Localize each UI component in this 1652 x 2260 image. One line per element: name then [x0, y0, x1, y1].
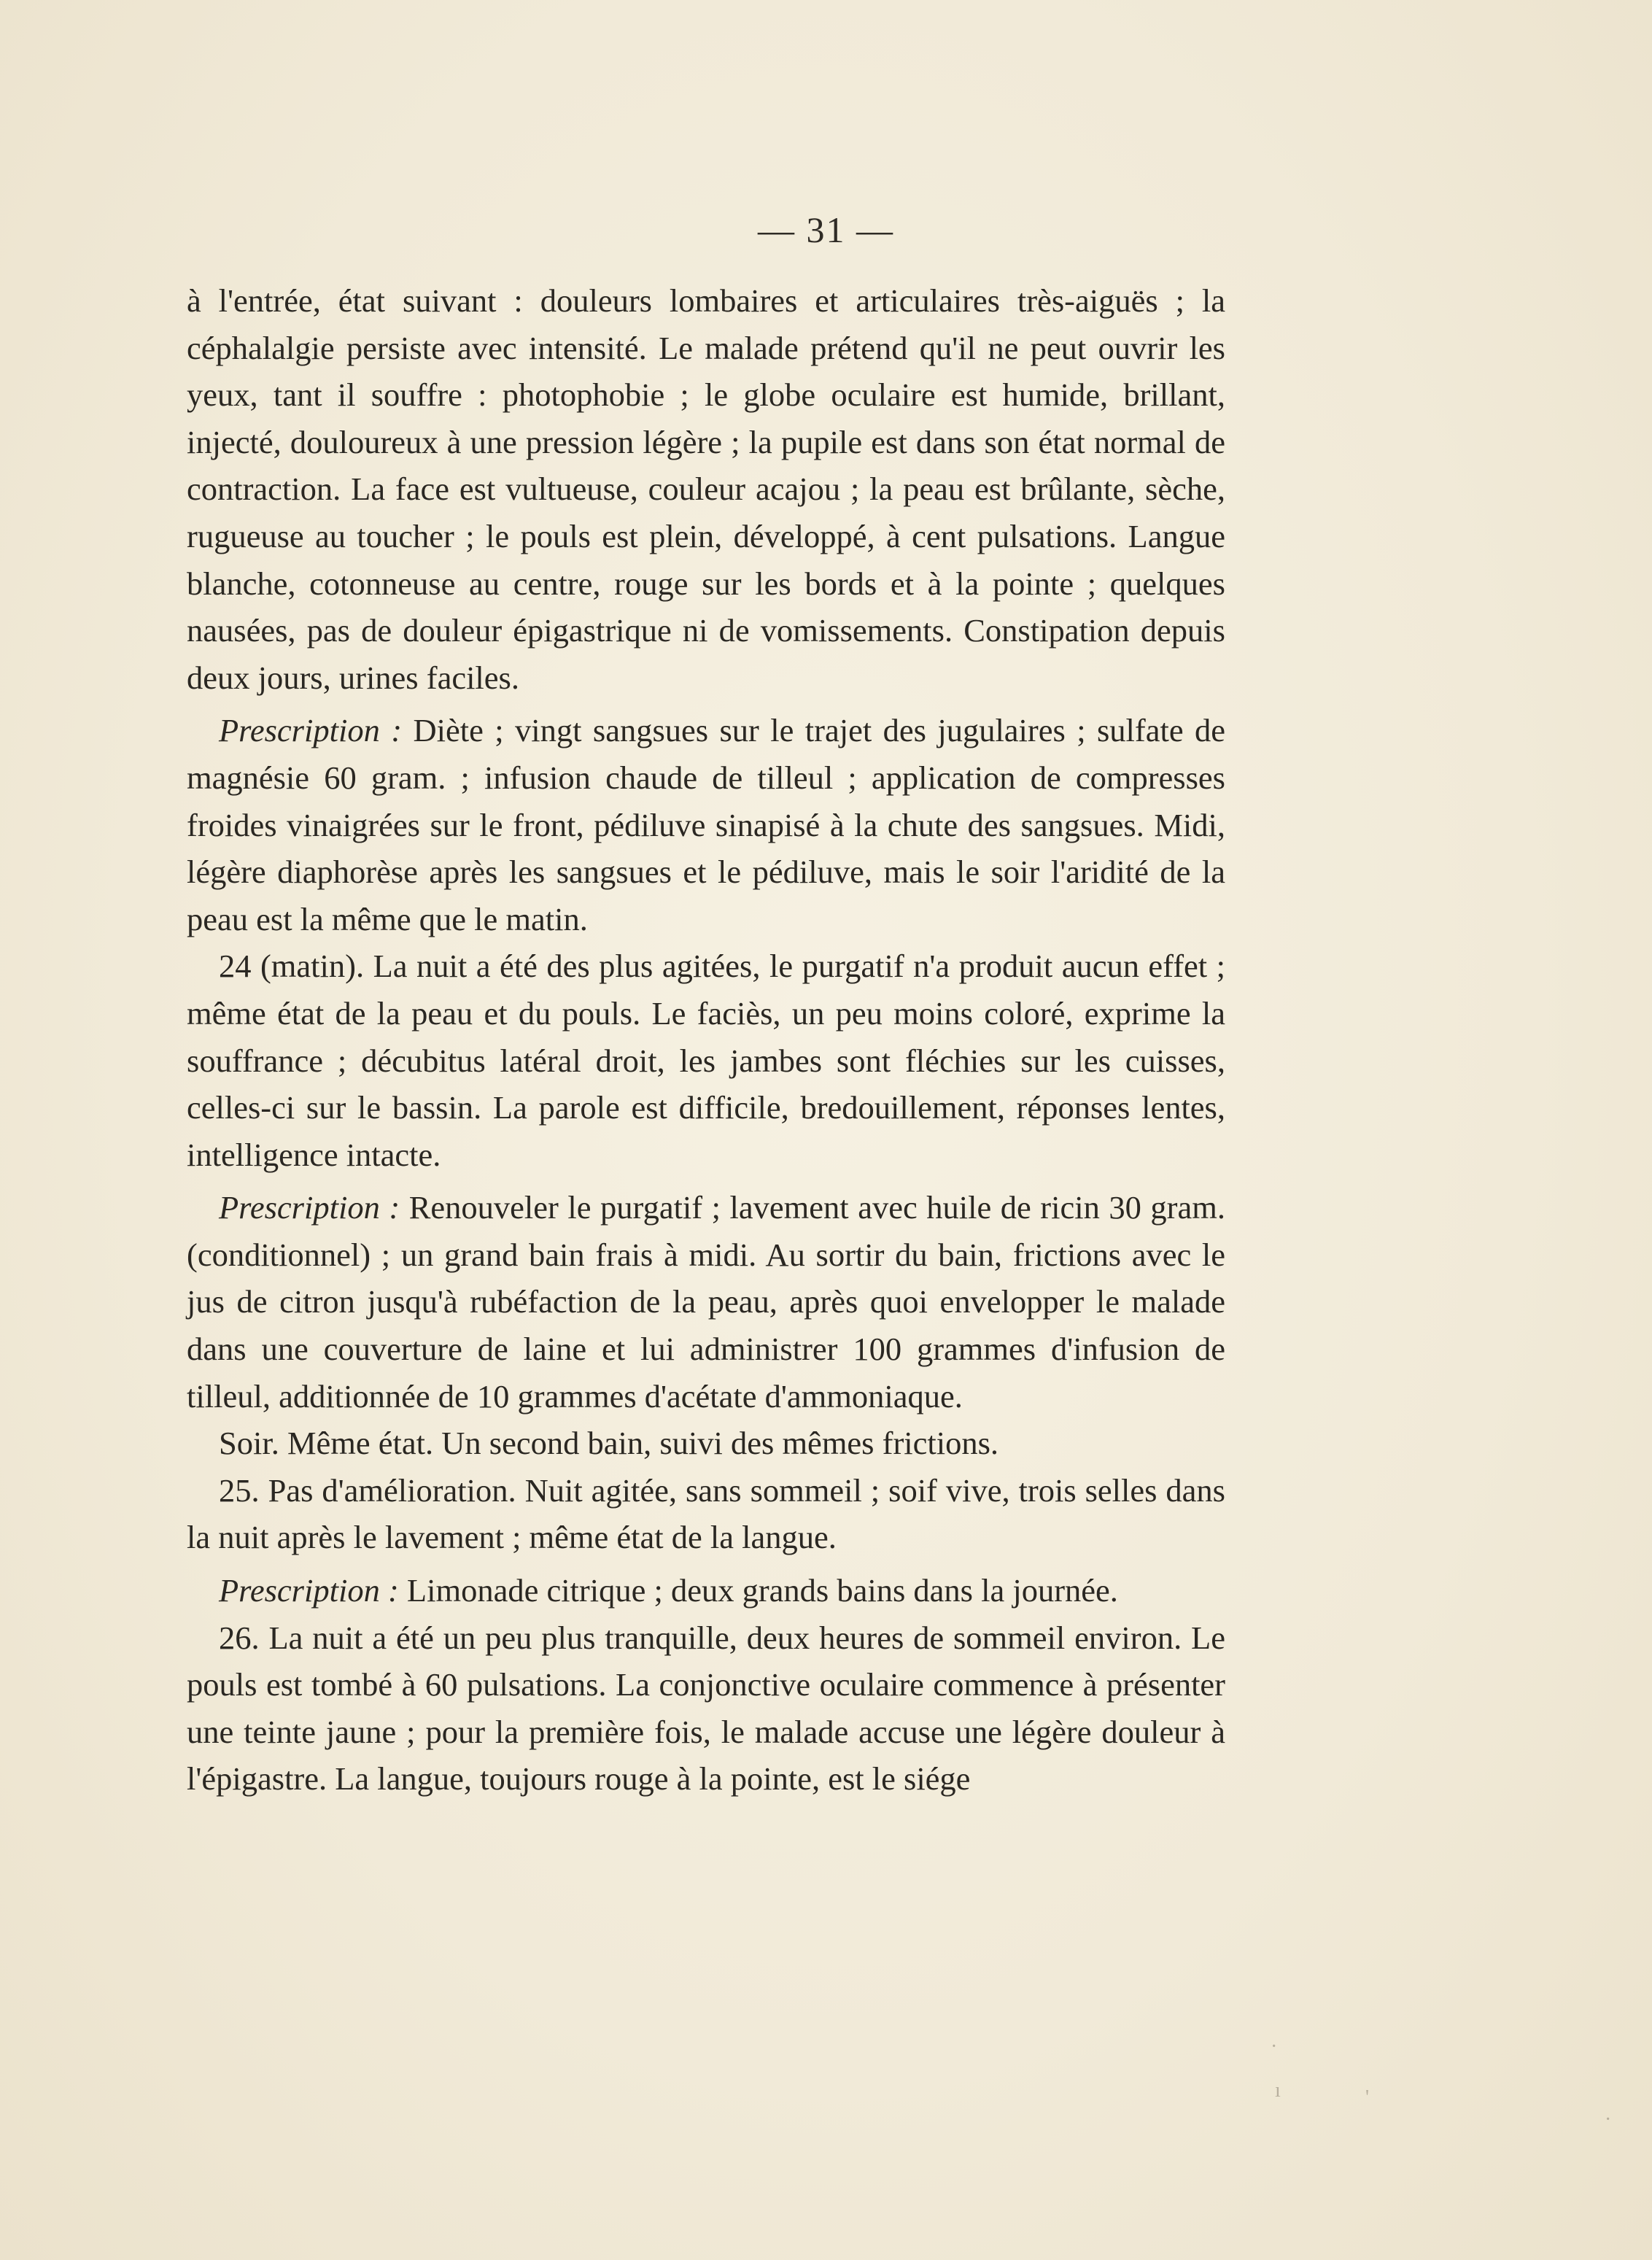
- paragraph-day-25: [187, 1467, 1225, 1561]
- paragraph-day-26: [187, 1614, 1225, 1803]
- page-number: — 31 —: [758, 209, 894, 250]
- paragraph-text: Soir. Même état. Un second bain, suivi des mêmes frictions.: [219, 1425, 999, 1462]
- paragraph-prescription-2: [187, 1184, 1225, 1420]
- paragraph-text: 26. La nuit a été un peu plus tranquille, deux heures de sommeil environ. Le pouls est tombé à 60 pulsations. La conjonctive oculaire commence à présenter une teinte jaune ; pour la première fois, le malade accuse une légère douleur à l'épigastre. La langue, toujours rouge à la pointe, est le siége: [187, 1619, 1225, 1797]
- paragraph-text: Renouveler le purgatif ; lavement avec huile de ricin 30 gram. (conditionnel) ; un grand bain frais à midi. Au sortir du bain, frictions avec le jus de citron jusqu'à rubéfaction de la peau, après quoi envelopper le malade dans une couverture de laine et lui administrer 100 grammes d'infusion de tilleul, additionnée de 10 grammes d'acétate d'ammoniaque.: [187, 1189, 1225, 1415]
- prescription-label: Prescription :: [219, 1189, 400, 1226]
- paper-speck: ·: [1605, 2108, 1612, 2131]
- paragraph-text: à l'entrée, état suivant : douleurs lombaires et articulaires très-aiguës ; la céphalalgie persiste avec intensité. Le malade prétend qu'il ne peut ouvrir les yeux, tant il souffre : photophobie ; le globe oculaire est humide, brillant, injecté, douloureux à une pression légère ; la pupile est dans son état normal de contraction. La face est vultueuse, couleur acajou ; la peau est brûlante, sèche, rugueuse au toucher ; le pouls est plein, développé, à cent pulsations. Langue blanche, cotonneuse au centre, rouge sur les bords et à la pointe ; quelques nausées, pas de douleur épigastrique ni de vomissements. Constipation depuis deux jours, urines faciles.: [187, 282, 1225, 696]
- paragraph-text: Diète ; vingt sangsues sur le trajet des jugulaires ; sulfate de magnésie 60 gram. ; infusion chaude de tilleul ; application de compresses froides vinaigrées sur le front, pédiluve sinapisé à la chute des sangsues. Midi, légère diaphorèse après les sangsues et le pédiluve, mais le soir l'aridité de la peau est la même que le matin.: [187, 712, 1226, 937]
- prescription-label: Prescription :: [219, 712, 403, 749]
- paper-speck: ·: [1271, 2035, 1278, 2058]
- paragraph-text: Limonade citrique ; deux grands bains dans la journée.: [406, 1572, 1118, 1609]
- body-text: [187, 277, 1225, 1803]
- prescription-label: Prescription :: [219, 1572, 399, 1609]
- paper-speck: ı: [1275, 2079, 1281, 2102]
- paragraph-admission-state: [187, 277, 1225, 701]
- paragraph-prescription-3: [187, 1567, 1225, 1614]
- paper-speck: ': [1365, 2086, 1370, 2109]
- paragraph-text: 24 (matin). La nuit a été des plus agitées, le purgatif n'a produit aucun effet ; même état de la peau et du pouls. Le faciès, un peu moins coloré, exprime la souffrance ; décubitus latéral droit, les jambes sont fléchies sur les cuisses, celles-ci sur le bassin. La parole est difficile, bredouillement, réponses lentes, intelligence intacte.: [187, 948, 1225, 1173]
- paragraph-text: 25. Pas d'amélioration. Nuit agitée, sans sommeil ; soif vive, trois selles dans la nuit après le lavement ; même état de la langue.: [187, 1471, 1225, 1556]
- paragraph-prescription-1: [187, 707, 1225, 943]
- paragraph-day-24: [187, 943, 1225, 1178]
- paragraph-evening: [187, 1420, 1225, 1467]
